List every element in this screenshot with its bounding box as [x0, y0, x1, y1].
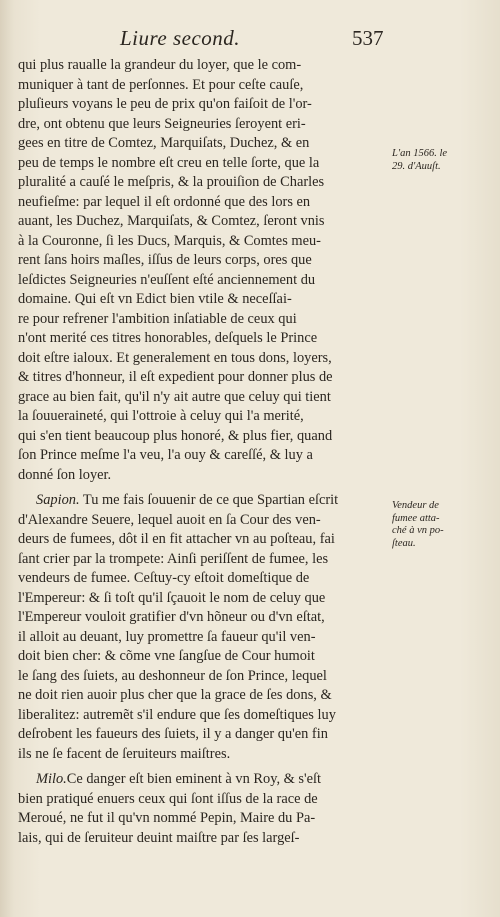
text-line: vendeurs de fumee. Ceſtuy-cy eſtoit domeſtique de [18, 570, 310, 586]
text-line: le ſang des ſuiets, au deshonneur de ſon Prince, lequel [18, 667, 327, 684]
text-line: grace au bien fait, qu'il n'y ait autre que celuy qui tient [18, 388, 331, 405]
text-line [18, 770, 392, 790]
text-line: & titres d'honneur, il eſt expedient pour donner plus de [18, 369, 333, 385]
note-line: 29. d'Auuſt. [392, 160, 441, 172]
text-line: auant, les Duchez, Marquiſats, & Comtez, ſeront vnis [18, 213, 325, 229]
text-line: deſrobent les faueurs des ſuiets, il y a danger qu'en fin [18, 726, 328, 742]
note-line: L'an 1566. le [392, 148, 448, 159]
text-line: ſon Prince meſme l'a veu, l'a ouy & careſſé, & luy a [18, 447, 313, 463]
text-line: la ſouueraineté, qui l'ottroie à celuy qui l'a merité, [18, 408, 304, 424]
text-line: dre, ont obtenu que leurs Seigneuries ſeroyent eri- [18, 115, 306, 132]
text-line: muniquer à tant de perſonnes. Et pour ceſte cauſe, [18, 76, 304, 93]
speaker-name: Sapion. [36, 492, 80, 508]
paragraph-3 [18, 770, 392, 848]
note-line: ſteau. [392, 537, 416, 549]
text-line: il alloit au deuant, luy promettre ſa faueur qu'il ven- [18, 628, 316, 645]
line-text: Ce danger eſt bien eminent à vn Roy, & s'eſt [66, 771, 322, 787]
text-line: donné ſon loyer. [18, 466, 112, 483]
text-line [18, 491, 392, 511]
text-line: gees en titre de Comtez, Marquiſats, Duchez, & en [18, 135, 310, 151]
page-number: 537 [352, 26, 384, 50]
text-line: l'Empereur: & ſi toſt qu'il ſçauoit le nom de celuy que [18, 589, 326, 606]
text-line: deurs de fumees, dôt il en fit attacher vn au poſteau, fai [18, 531, 335, 547]
text-line: à la Couronne, ſi les Ducs, Marquis, & Comtes meu- [18, 232, 321, 249]
note-line: fumee atta- [392, 512, 440, 524]
text-line: n'ont merité ces titres honorables, deſquels le Prince [18, 330, 318, 346]
text-line: bien pratiqué enuers ceux qui ſont iſſus de la race de [18, 790, 318, 807]
text-line: qui plus raualle la grandeur du loyer, que le com- [18, 57, 302, 73]
note-line: Vendeur de [392, 500, 439, 511]
line-text: Tu me fais ſouuenir de ce que Spartian eſcrit [79, 492, 339, 508]
text-line: leſdictes Seigneuries n'euſſent eſté anciennement du [18, 271, 316, 288]
margin-note [392, 148, 496, 173]
margin-note [392, 500, 496, 550]
text-line: domaine. Qui eſt vn Edict bien vtile & neceſſai- [18, 291, 292, 307]
text-line: liberalitez: autremẽt s'il endure que ſes domeſtiques luy [18, 706, 336, 723]
running-title: Liure second. [120, 26, 241, 50]
text-line: pluſieurs voyans le peu de prix qu'on faiſoit de l'or- [18, 96, 312, 112]
text-line: Meroué, ne fut il qu'vn nommé Pepin, Maire du Pa- [18, 810, 316, 826]
text-line: pluralité a cauſé le meſpris, & la prouiſion de Charles [18, 174, 325, 190]
text-line: neufieſme: par lequel il eſt ordonné que des lors en [18, 193, 311, 210]
page-header [0, 26, 500, 54]
text-line: ne doit rien auoir plus cher que la grace de ſes dons, & [18, 687, 332, 703]
text-line: re pour refrener l'ambition inſatiable de ceux qui [18, 310, 297, 327]
text-line: peu de temps le nombre eſt creu en telle ſorte, que la [18, 154, 320, 171]
note-line: ché à vn po- [392, 525, 444, 536]
text-line: doit bien cher: & cõme vne ſangſue de Cour humoit [18, 648, 315, 664]
paragraph-2 [18, 491, 392, 764]
text-line: lais, qui de ſeruiteur deuint maiſtre par ſes largeſ- [18, 829, 300, 846]
text-line: qui s'en tient beaucoup plus honoré, & plus fier, quand [18, 427, 333, 444]
text-line: ſant crier par la trompete: Ainſi periſſent de fumee, les [18, 550, 329, 567]
text-line: d'Alexandre Seuere, lequel auoit en ſa Cour des ven- [18, 511, 321, 528]
main-text [18, 56, 392, 848]
text-line: rent ſans hoirs maſles, iſſus de leurs corps, ores que [18, 252, 312, 268]
text-line: l'Empereur vouloit gratifier d'vn hõneur ou d'vn eſtat, [18, 609, 325, 625]
text-line: doit eſtre ialoux. Et generalement en tous dons, loyers, [18, 349, 332, 366]
text-line: ils ne ſe facent de ſeruiteurs maiſtres. [18, 745, 231, 762]
speaker-name: Milo. [36, 771, 67, 787]
paragraph-1 [18, 56, 392, 485]
